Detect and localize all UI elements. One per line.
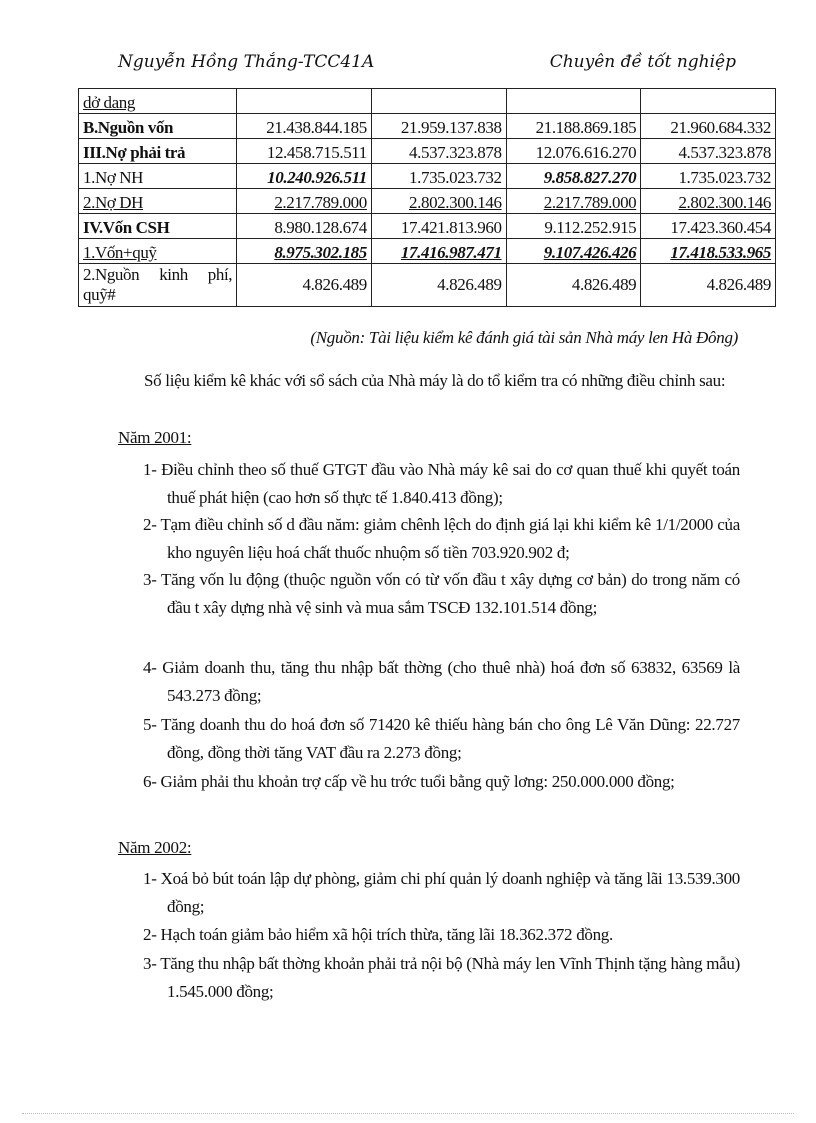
row-label: IV.Vốn CSH xyxy=(79,214,237,239)
cell: 4.826.489 xyxy=(371,264,506,307)
cell: 1.735.023.732 xyxy=(641,164,776,189)
cell: 17.423.360.454 xyxy=(641,214,776,239)
row-label: 2.Nguồn kinh phí, quỹ# xyxy=(79,264,237,307)
row-label: 1.Nợ NH xyxy=(79,164,237,189)
cell: 12.076.616.270 xyxy=(506,139,641,164)
cell: 2.802.300.146 xyxy=(641,189,776,214)
header-title: Chuyên đề tốt nghiệp xyxy=(549,52,736,72)
page-bottom-divider xyxy=(22,1113,794,1114)
table-row xyxy=(79,139,776,164)
balance-table xyxy=(78,88,776,307)
list-item: 2- Tạm điều chỉnh số d đầu năm: giảm chênh lệch do định giá lại khi kiểm kê 1/1/2000 của kho nguyên liệu hoá chất thuốc nhuộm số tiền 703.920.902 đ; xyxy=(143,515,740,562)
header-author: Nguyễn Hồng Thắng-TCC41A xyxy=(118,52,375,72)
list-item: 6- Giảm phải thu khoản trợ cấp về hu trớc tuổi bằng quỹ lơng: 250.000.000 đồng; xyxy=(143,772,675,791)
row-label: III.Nợ phải trả xyxy=(79,139,237,164)
list-item: 3- Tăng thu nhập bất thờng khoản phải trả nội bộ (Nhà máy len Vĩnh Thịnh tặng hàng mẫu) 1.545.000 đồng; xyxy=(143,954,740,1001)
table-row xyxy=(79,164,776,189)
list-item: 3- Tăng vốn lu động (thuộc nguồn vốn có từ vốn đầu t xây dựng cơ bản) do trong năm có đầu t xây dựng nhà vệ sinh và mua sắm TSCĐ 132.101.514 đồng; xyxy=(143,570,740,617)
cell: 2.217.789.000 xyxy=(506,189,641,214)
cell: 9.858.827.270 xyxy=(506,164,641,189)
year-2002-heading: Năm 2002: xyxy=(118,838,192,857)
cell: 17.421.813.960 xyxy=(371,214,506,239)
list-item: 2- Hạch toán giảm bảo hiểm xã hội trích thừa, tăng lãi 18.362.372 đồng. xyxy=(143,925,613,944)
cell: 9.112.252.915 xyxy=(506,214,641,239)
cell: 10.240.926.511 xyxy=(237,164,372,189)
cell: 4.537.323.878 xyxy=(371,139,506,164)
cell: 8.980.128.674 xyxy=(237,214,372,239)
table-row xyxy=(79,264,776,307)
list-item: 4- Giảm doanh thu, tăng thu nhập bất thờng (cho thuê nhà) hoá đơn số 63832, 63569 là 543.273 đồng; xyxy=(143,658,740,705)
row-label: 1.Vốn+quỹ xyxy=(79,239,237,264)
table-row xyxy=(79,214,776,239)
row-label: 2.Nợ DH xyxy=(79,189,237,214)
cell: 21.188.869.185 xyxy=(506,114,641,139)
cell: 4.537.323.878 xyxy=(641,139,776,164)
cell: 17.416.987.471 xyxy=(371,239,506,264)
cell: 2.802.300.146 xyxy=(371,189,506,214)
cell: 4.826.489 xyxy=(506,264,641,307)
source-caption: (Nguồn: Tài liệu kiểm kê đánh giá tài sản Nhà máy len Hà Đông) xyxy=(310,328,738,347)
cell: 8.975.302.185 xyxy=(237,239,372,264)
table-row xyxy=(79,239,776,264)
table-row xyxy=(79,89,776,114)
cell: 4.826.489 xyxy=(237,264,372,307)
row-label: dở dang xyxy=(79,89,237,114)
cell: 21.438.844.185 xyxy=(237,114,372,139)
cell: 21.959.137.838 xyxy=(371,114,506,139)
list-item: 1- Điều chỉnh theo số thuế GTGT đầu vào Nhà máy kê sai do cơ quan thuế khi quyết toán thuế phát hiện (cao hơn số thực tế 1.840.413 đồng); xyxy=(143,460,740,507)
list-item: 5- Tăng doanh thu do hoá đơn số 71420 kê thiếu hàng bán cho ông Lê Văn Dũng: 22.727 đồng, đồng thời tăng VAT đầu ra 2.273 đồng; xyxy=(143,715,740,762)
row-label: B.Nguồn vốn xyxy=(79,114,237,139)
table-row xyxy=(79,189,776,214)
cell: 1.735.023.732 xyxy=(371,164,506,189)
cell: 17.418.533.965 xyxy=(641,239,776,264)
year-2001-heading: Năm 2001: xyxy=(118,428,192,447)
list-item: 1- Xoá bỏ bút toán lập dự phòng, giảm chi phí quản lý doanh nghiệp và tăng lãi 13.539.300 đồng; xyxy=(143,869,740,916)
cell: 9.107.426.426 xyxy=(506,239,641,264)
table-row xyxy=(79,114,776,139)
intro-paragraph: Số liệu kiểm kê khác với sổ sách của Nhà máy là do tổ kiểm tra có những điều chỉnh sau: xyxy=(144,371,726,390)
cell: 2.217.789.000 xyxy=(237,189,372,214)
cell: 12.458.715.511 xyxy=(237,139,372,164)
cell: 4.826.489 xyxy=(641,264,776,307)
cell: 21.960.684.332 xyxy=(641,114,776,139)
